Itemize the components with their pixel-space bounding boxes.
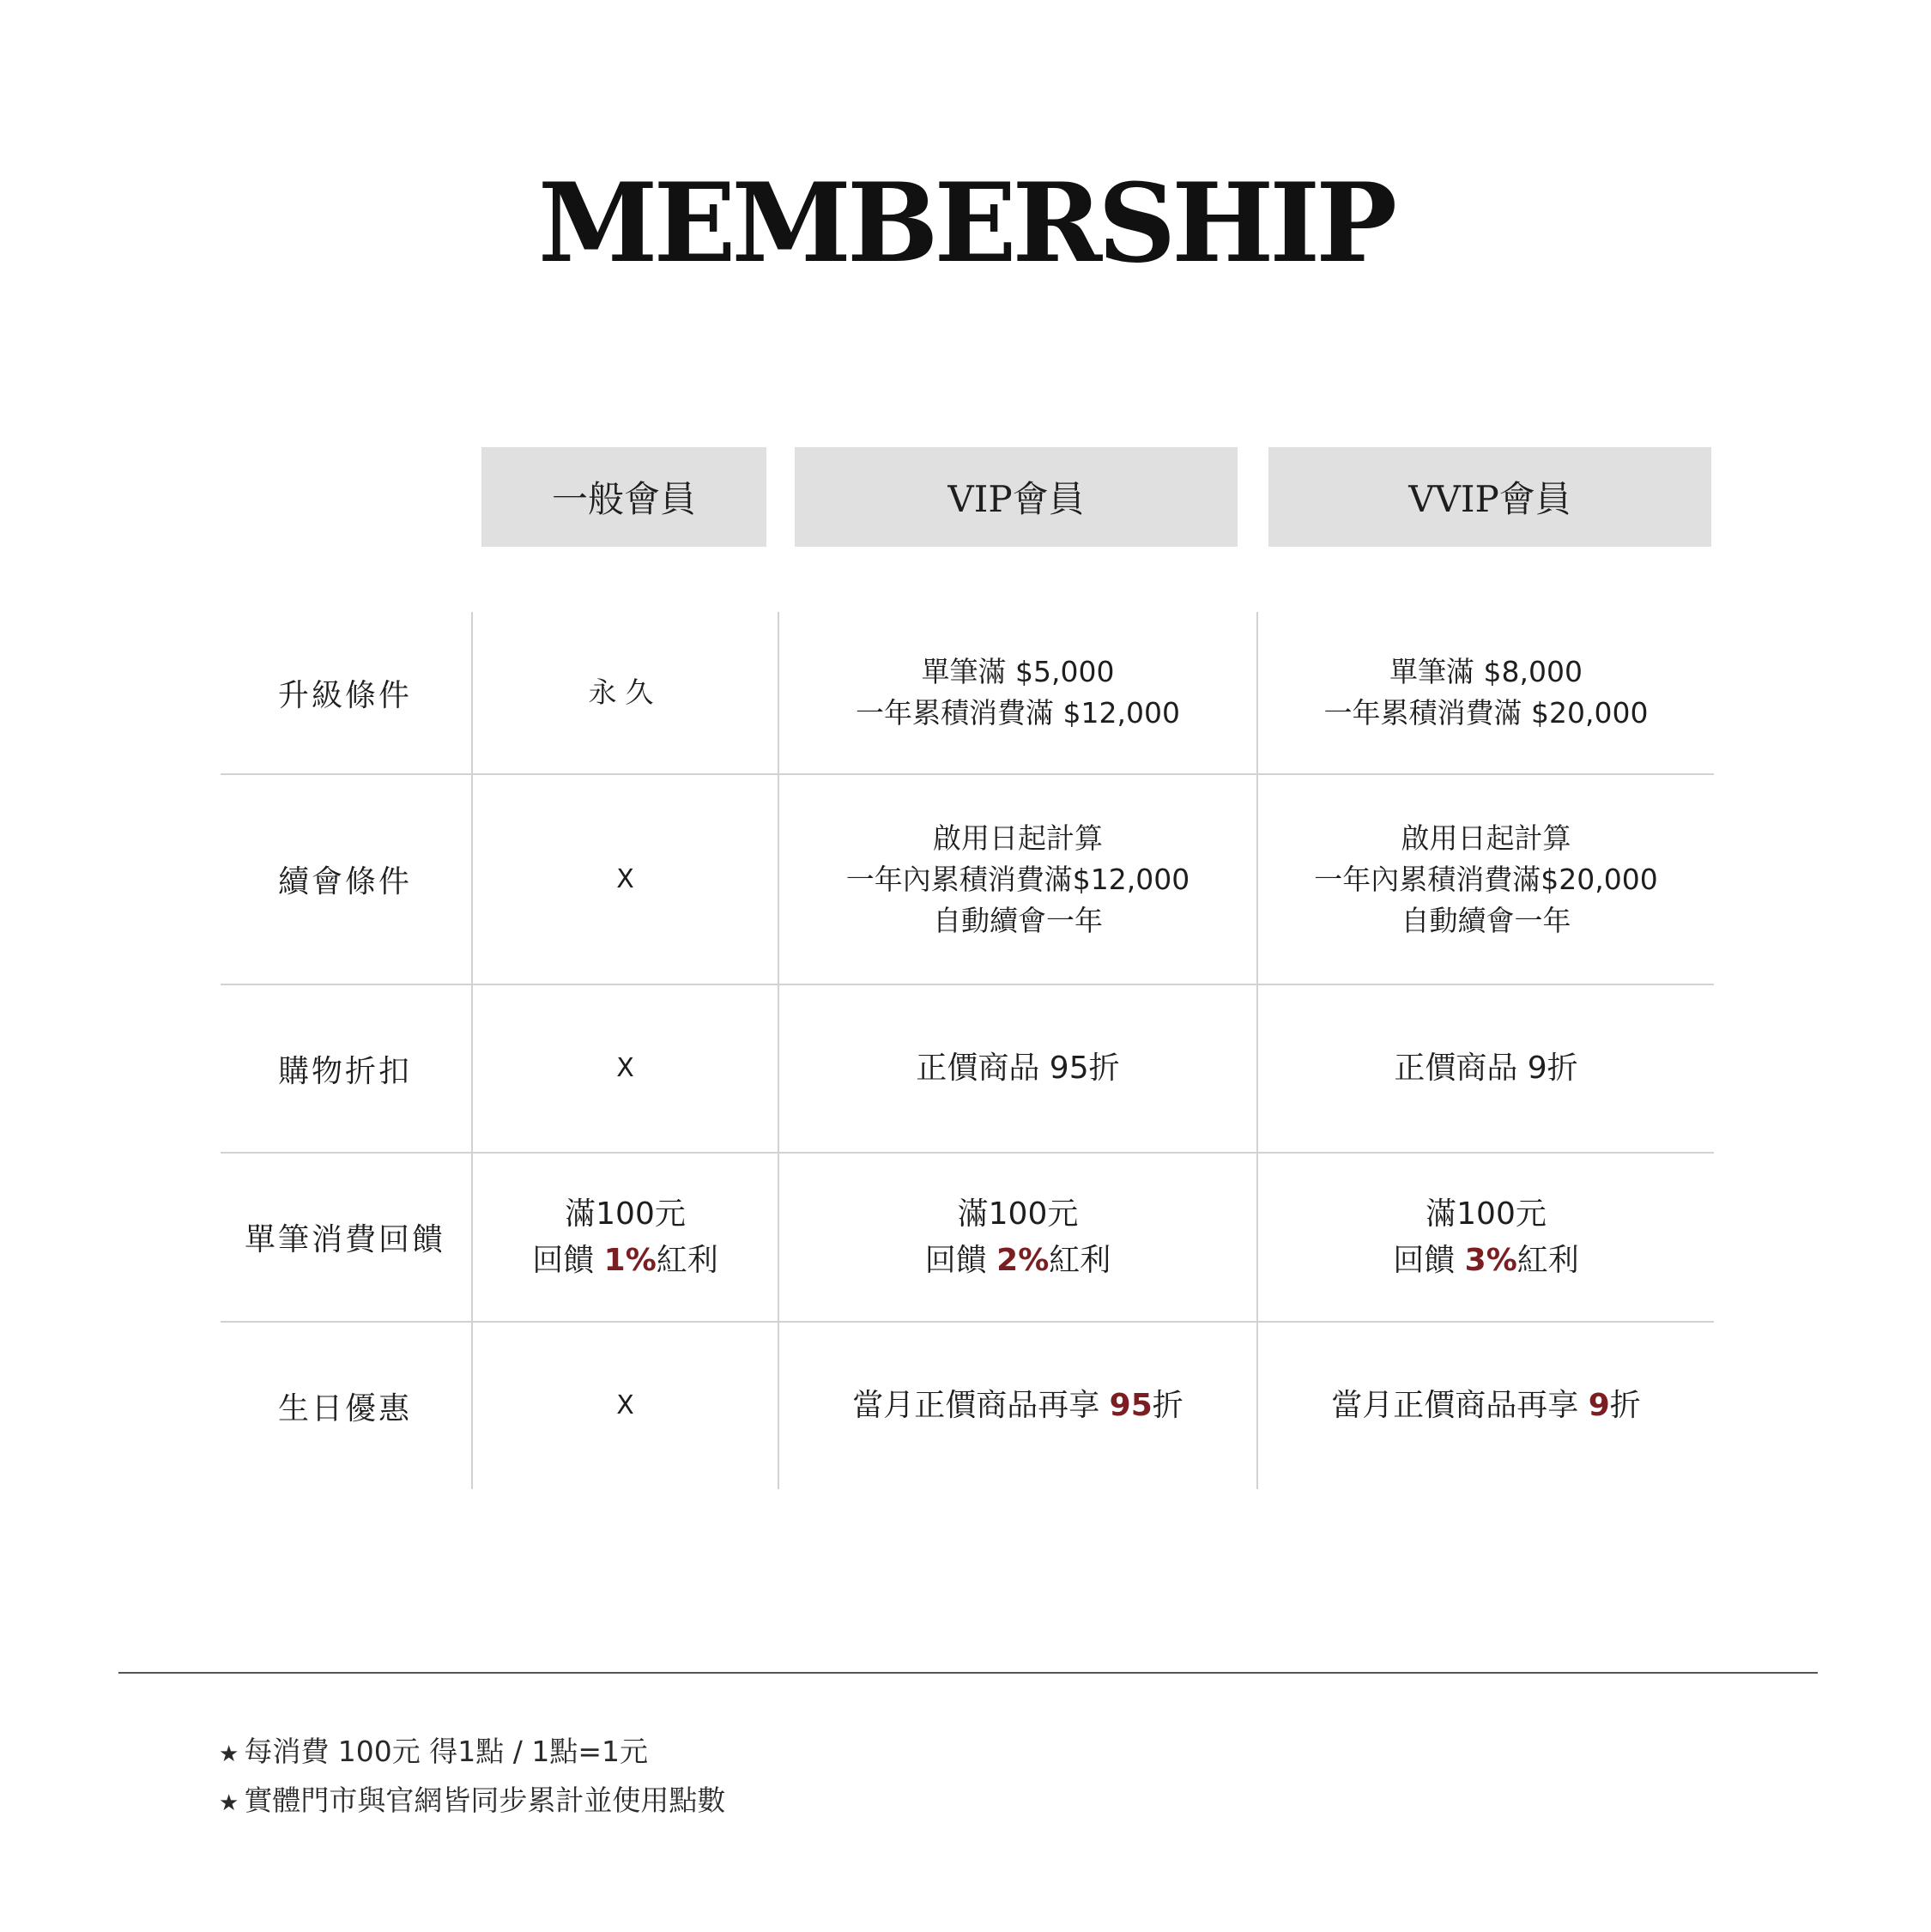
tier-header-regular: 一般會員 <box>481 447 766 547</box>
highlight-value: 3% <box>1464 1242 1517 1278</box>
cell-birthday-vvip <box>1258 1323 1714 1489</box>
cell-line <box>1393 1238 1579 1284</box>
cell-line: 滿100元 <box>1426 1196 1547 1232</box>
cell-birthday-regular <box>473 1323 778 1489</box>
cell-text: 紅利 <box>1049 1242 1111 1278</box>
cell-discount-vvip <box>1258 985 1714 1152</box>
star-icon: ★ <box>219 1790 239 1816</box>
cell-line: 一年內累積消費滿$12,000 <box>845 862 1190 896</box>
cell-line: 啟用日起計算 <box>933 821 1103 855</box>
row-label-birthday: 生日優惠 <box>277 1390 412 1426</box>
cell-text: 當月正價商品再享 <box>852 1388 1110 1423</box>
row-label-rewards: 單筆消費回饋 <box>244 1222 445 1257</box>
highlight-value: 95 <box>1109 1388 1153 1423</box>
highlight-value: 2% <box>996 1242 1050 1278</box>
cell-line <box>532 1238 718 1284</box>
cell-line: 滿100元 <box>565 1196 686 1232</box>
row-label-discount: 購物折扣 <box>277 1053 412 1089</box>
footnote <box>219 1778 725 1819</box>
highlight-value: 9 <box>1588 1388 1610 1423</box>
footnote-text: 實體門市與官網皆同步累計並使用點數 <box>244 1784 726 1817</box>
cell-discount-vip <box>779 985 1256 1152</box>
page-title: MEMBERSHIP <box>538 160 1393 287</box>
tier-header-vip: VIP會員 <box>795 447 1238 547</box>
cell-rewards-vvip <box>1258 1154 1714 1321</box>
cell-text: 回饋 <box>532 1242 604 1278</box>
cell-birthday-vip <box>779 1323 1256 1489</box>
cell-line: 正價商品 9折 <box>1394 1051 1578 1086</box>
cell-text: 回饋 <box>924 1242 997 1278</box>
cell-line <box>1331 1383 1641 1429</box>
cell-text: 回饋 <box>1393 1242 1465 1278</box>
cell-line: 滿100元 <box>957 1196 1079 1232</box>
footnote <box>219 1729 648 1770</box>
footnote-text: 每消費 100元 得1點 / 1點=1元 <box>244 1735 649 1768</box>
cell-rewards-vip <box>779 1154 1256 1321</box>
not-available-mark: X <box>616 1390 634 1420</box>
cell-line: 單筆滿 $8,000 <box>1389 655 1583 688</box>
star-icon: ★ <box>219 1741 239 1767</box>
cell-discount-regular <box>473 985 778 1152</box>
cell-line: 一年累積消費滿 $12,000 <box>856 696 1180 730</box>
cell-rewards-regular <box>473 1154 778 1321</box>
cell-renewal-regular <box>473 775 778 984</box>
cell-text: 當月正價商品再享 <box>1331 1388 1589 1423</box>
cell-line: 單筆滿 $5,000 <box>921 655 1115 688</box>
cell-renewal-vvip <box>1258 775 1714 984</box>
row-label-upgrade: 升級條件 <box>277 677 412 713</box>
cell-line: 啟用日起計算 <box>1401 821 1571 855</box>
cell-upgrade-vip <box>779 612 1256 773</box>
cell-line: 一年內累積消費滿$20,000 <box>1314 862 1658 896</box>
cell-upgrade-regular <box>473 612 778 773</box>
highlight-value: 1% <box>603 1242 657 1278</box>
cell-line <box>925 1238 1111 1284</box>
cell-line: 自動續會一年 <box>933 903 1103 937</box>
cell-text: 紅利 <box>656 1242 718 1278</box>
cell-renewal-vip <box>779 775 1256 984</box>
cell-text: 折 <box>1152 1388 1183 1423</box>
row-label-renewal: 續會條件 <box>277 864 412 899</box>
cell-line <box>852 1383 1183 1429</box>
tier-header-vvip: VVIP會員 <box>1268 447 1711 547</box>
not-available-mark: X <box>616 863 634 894</box>
cell-line: 自動續會一年 <box>1401 903 1571 937</box>
cell-text: 紅利 <box>1516 1242 1579 1278</box>
footer-divider <box>118 1672 1818 1674</box>
cell-line: 一年累積消費滿 $20,000 <box>1323 696 1649 730</box>
cell-upgrade-vvip <box>1258 612 1714 773</box>
not-available-mark: X <box>616 1053 634 1083</box>
cell-line: 永久 <box>588 675 663 709</box>
cell-line: 正價商品 95折 <box>916 1051 1120 1086</box>
cell-text: 折 <box>1609 1388 1641 1423</box>
